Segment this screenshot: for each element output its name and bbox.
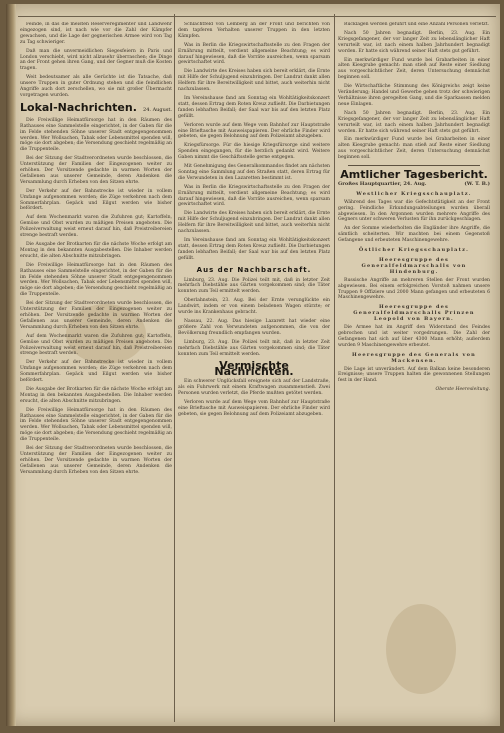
- article-paragraph: Bei der Sitzung der Stadtverordneten wurde beschlossen, die Unterstützung der Familien der Eingezogenen weiter zu erhöhen. Der Vorsitzende gedachte in warmen Worten der Gefallenen aus unserer Gemeinde, deren Andenken die Versammlung durch Erheben von den Sitzen ehrte.: [20, 301, 172, 330]
- report-signature: Oberste Heeresleitung.: [435, 387, 490, 393]
- article-paragraph: Verloren wurde auf dem Wege vom Bahnhof zur Hauptstraße eine Brieftasche mit Ausweispapieren. Der ehrliche Finder wird gebeten, sie gegen Belohnung auf dem Polizeiamt abzugeben.: [178, 122, 330, 140]
- report-source: (W. T. B.): [464, 180, 490, 187]
- article-paragraph: An der Somme wiederholten die Engländer ihre Angriffe, die sämtlich scheiterten. Wir machten bei einem Gegenstoß Gefangene und erbeuteten Maschinengewehre.: [338, 226, 490, 244]
- subheading-mackensen: Heeresgruppe des Generals von Mackensen.: [352, 351, 476, 364]
- section-heading-nachbarschaft: Aus der Nachbarschaft.: [196, 265, 312, 274]
- article-paragraph: Bei der Sitzung der Stadtverordneten wurde beschlossen, die Unterstützung der Familien der Eingezogenen weiter zu erhöhen. Der Vorsitzende gedachte in warmen Worten der Gefallenen aus unserer Gemeinde, deren Andenken die Versammlung durch Erheben von den Sitzen ehrte.: [20, 446, 172, 475]
- article-paragraph: Die Wirtschaftliche Stimmung des Königreichs zeigt keine Veränderung; Handel und Gewerbe gehen trotz der schwierigen Verhältnisse ihren geregelten Gang, und die Sparkassen melden neue Einlagen.: [338, 84, 490, 107]
- column-left: [20, 22, 172, 722]
- section-heading-vermischte: Vermischte Nachrichten.: [214, 359, 294, 379]
- article-paragraph: Die Freiwillige Heimatfürsorge hat in den Räumen des Rathauses eine Sammelstelle eingerichtet, in der Gaben für die im Felde stehenden Söhne unserer Stadt entgegengenommen werden. Wer Wollsachen, Tabak oder Lebensmittel spenden will, möge sie dort abgeben; die Versendung geschieht regelmäßig an die Truppenteile.: [20, 117, 172, 153]
- column-rule: [174, 14, 175, 722]
- article-paragraph: Die Ausgabe der Brotkarten für die nächste Woche erfolgt am Montag in den bekannten Ausgabestellen. Die Inhaber werden ersucht, die alten Abschnitte mitzubringen.: [20, 386, 172, 404]
- article-paragraph: Rücklagen werden geführt und eine Anzahl Personen verletzt.: [344, 22, 490, 27]
- article-paragraph: Weit bedeutsamer als alle Gerüchte ist die Tatsache, daß unsere Truppen in guter Ordnung stehen und die feindlichen Angriffe auch dort zerschellen, wo sie mit großer Übermacht vorgetragen wurden.: [20, 75, 172, 98]
- section-divider: [348, 165, 480, 166]
- lokal-title: Lokal-Nachrichten.: [20, 100, 137, 114]
- article-paragraph: Was in Berlin die Kriegswirtschaftsstelle zu den Fragen der Ernährung mitteilt, verdient allgemeine Beachtung; es wird darauf hingewiesen, daß die Vorräte ausreichen, wenn sparsam gewirtschaftet wird.: [178, 42, 330, 66]
- article-paragraph: Die Ausgabe der Brotkarten für die nächste Woche erfolgt am Montag in den bekannten Ausgabestellen. Die Inhaber werden ersucht, die alten Abschnitte mitzubringen.: [20, 242, 172, 259]
- article-paragraph: Schlachtfeld von Lemberg an der Front und berichten von dem tapferen Verhalten unserer Truppen in den letzten Kämpfen.: [178, 22, 330, 39]
- article-paragraph: Der Verkehr auf der Bahnstrecke ist wieder in vollem Umfange aufgenommen worden; die Züge verkehren nach dem Sommerfahrplan. Gepäck und Eilgut werden wie bisher befördert.: [20, 188, 172, 212]
- article-paragraph: Die Landwirte des Kreises haben sich bereit erklärt, die Ernte mit Hilfe der Schuljugend einzubringen. Der Landrat dankt allen Helfern für ihre Bereitwilligkeit und bittet, auch weiterhin nicht nachzulassen.: [178, 211, 330, 235]
- article-paragraph: Mit Genehmigung des Generalkommandos findet am nächsten Sonntag eine Sammlung auf den Straßen statt, deren Ertrag für die Verwundeten in den Lazaretten bestimmt ist.: [178, 164, 330, 181]
- article-paragraph: Daß man die unvermeidlichen Siegesfeiern in Paris und London verschiebt, wird nicht allzusehr überraschen; die Dinge an der Front gehen ihren Gang, und der Gegner muß die Kosten tragen.: [20, 48, 172, 72]
- article-paragraph: Auf dem Wochenmarkt waren die Zufuhren gut; Kartoffeln, Gemüse und Obst wurden zu mäßigen Preisen angeboten. Die Polizeiverwaltung weist erneut darauf hin, daß Preistreibereien strenge bestraft werden.: [20, 333, 172, 357]
- article-paragraph: Ein schwerer Unglücksfall ereignete sich auf der Landstraße, als ein Fuhrwerk mit einem Kraftwagen zusammenstieß. Zwei Personen wurden verletzt, die Pferde mußten getötet werden.: [178, 379, 330, 397]
- column-middle: [178, 22, 330, 722]
- article-paragraph: Der Verkehr auf der Bahnstrecke ist wieder in vollem Umfange aufgenommen worden; die Züge verkehren nach dem Sommerfahrplan. Gepäck und Eilgut werden wie bisher befördert.: [20, 360, 172, 384]
- article-paragraph: Bei der Sitzung der Stadtverordneten wurde beschlossen, die Unterstützung der Familien der Eingezogenen weiter zu erhöhen. Der Vorsitzende gedachte in warmen Worten der Gefallenen aus unserer Gemeinde, deren Andenken die Versammlung durch Erheben von den Sitzen ehrte.: [20, 156, 172, 185]
- subheading-hindenburg: Heeresgruppe des Generalfeldmarschalls von Hindenburg.: [361, 257, 467, 275]
- subsection-west: Westlicher Kriegsschauplatz.: [356, 190, 472, 197]
- article-paragraph: Nach 50 Jahren begnadigt. Berlin, 23. Aug. Ein Kriegsgefangener, der vor langer Zeit zu lebenslänglicher Haft verurteilt war, ist nach einem halben Jahrhundert begnadigt worden. Er hatte sich während seiner Haft stets gut geführt.: [338, 110, 490, 134]
- newspaper-page: [6, 4, 500, 726]
- article-paragraph: Kriegsfürsorge. Für die hiesige Kriegsfürsorge sind weitere Spenden eingegangen, für die herzlich gedankt wird. Weitere Gaben nimmt die Geschäftsstelle gerne entgegen.: [178, 143, 330, 161]
- article-paragraph: Ein merkwürdiger Fund wurde bei Grabarbeiten in einer alten Kiesgrube gemacht: man stieß auf Reste einer Siedlung aus vorgeschichtlicher Zeit, deren Untersuchung demnächst beginnen soll.: [338, 57, 490, 81]
- article-paragraph: Die Lage ist unverändert. Auf dem Balkan keine besonderen Ereignisse; unsere Truppen halten die gewonnenen Stellungen fest in der Hand.: [338, 366, 490, 384]
- article-paragraph: Auf dem Wochenmarkt waren die Zufuhren gut; Kartoffeln, Gemüse und Obst wurden zu mäßigen Preisen angeboten. Die Polizeiverwaltung weist erneut darauf hin, daß Preistreibereien strenge bestraft werden.: [20, 215, 172, 239]
- article-paragraph: Ein merkwürdiger Fund wurde bei Grabarbeiten in einer alten Kiesgrube gemacht: man stieß auf Reste einer Siedlung aus vorgeschichtlicher Zeit, deren Untersuchung demnächst beginnen soll.: [338, 137, 490, 161]
- section-heading-lokal: [20, 100, 172, 114]
- article-paragraph: Was in Berlin die Kriegswirtschaftsstelle zu den Fragen der Ernährung mitteilt, verdient allgemeine Beachtung; es wird darauf hingewiesen, daß die Vorräte ausreichen, wenn sparsam gewirtschaftet wird.: [178, 184, 330, 208]
- report-dateline: [338, 182, 490, 188]
- subheading-leopold: Heeresgruppe des Generalfeldmarschalls Prinzen Leopold von Bayern.: [353, 304, 475, 323]
- lokal-date: 24. August.: [143, 106, 172, 113]
- article-paragraph: Im Vereinshause fand am Sonntag ein Wohltätigkeitskonzert statt, dessen Ertrag dem Roten Kreuz zufließt. Die Darbietungen fanden lebhaften Beifall; der Saal war bis auf den letzten Platz gefüllt.: [178, 238, 330, 261]
- article-paragraph: Die Armee hat im Angriff den Widerstand des Feindes gebrochen und ist weiter vorgedrungen. Die Zahl der Gefangenen hat sich auf über 4300 Mann erhöht; außerdem wurden 9 Maschinengewehre erbeutet.: [338, 325, 490, 348]
- article-paragraph: Im Vereinshause fand am Sonntag ein Wohltätigkeitskonzert statt, dessen Ertrag dem Roten Kreuz zufließt. Die Darbietungen fanden lebhaften Beifall; der Saal war bis auf den letzten Platz gefüllt.: [178, 95, 330, 119]
- article-paragraph: Während des Tages war die Gefechtstätigkeit an der Front gering. Feindliche Erkundungsabteilungen wurden überall abgewiesen. In den Argonnen wurden mehrere Angriffe des Gegners unter schweren Verlusten für ihn zurückgeschlagen.: [338, 199, 490, 223]
- column-rule: [334, 14, 335, 722]
- article-paragraph: Verloren wurde auf dem Wege vom Bahnhof zur Hauptstraße eine Brieftasche mit Ausweispapieren. Der ehrliche Finder wird gebeten, sie gegen Belohnung auf dem Polizeiamt abzugeben.: [178, 399, 330, 417]
- article-paragraph: Limburg, 23. Aug. Die Polizei teilt mit, daß in letzter Zeit mehrfach Diebstähle aus Gärten vorgekommen sind; die Täter konnten zum Teil ermittelt werden.: [178, 277, 330, 295]
- article-paragraph: Die Freiwillige Heimatfürsorge hat in den Räumen des Rathauses eine Sammelstelle eingerichtet, in der Gaben für die im Felde stehenden Söhne unserer Stadt entgegengenommen werden. Wer Wollsachen, Tabak oder Lebensmittel spenden will, möge sie dort abgeben; die Versendung geschieht regelmäßig an die Truppenteile.: [20, 262, 172, 298]
- article-paragraph: Oberlahnstein, 23. Aug. Bei der Ernte verunglückte ein Landwirt, indem er von einem beladenen Wagen stürzte; er wurde ins Krankenhaus gebracht.: [178, 298, 330, 316]
- report-location-date: Großes Hauptquartier, 24. Aug.: [338, 180, 427, 187]
- article-paragraph: Nassau, 22. Aug. Das hiesige Lazarett hat wieder eine größere Zahl von Verwundeten aufgenommen, die von der Bevölkerung freundlich empfangen wurden.: [178, 318, 330, 336]
- article-paragraph: Die Landwirte des Kreises haben sich bereit erklärt, die Ernte mit Hilfe der Schuljugend einzubringen. Der Landrat dankt allen Helfern für ihre Bereitwilligkeit und bittet, auch weiterhin nicht nachzulassen.: [178, 69, 330, 93]
- top-rule: [18, 16, 496, 17]
- column-right: [338, 22, 490, 722]
- article-paragraph: Limburg, 23. Aug. Die Polizei teilt mit, daß in letzter Zeit mehrfach Diebstähle aus Gärten vorgekommen sind; die Täter konnten zum Teil ermittelt werden.: [178, 339, 330, 357]
- article-paragraph: Nach 50 Jahren begnadigt. Berlin, 23. Aug. Ein Kriegsgefangener, der vor langer Zeit zu lebenslänglicher Haft verurteilt war, ist nach einem halben Jahrhundert begnadigt worden. Er hatte sich während seiner Haft stets gut geführt.: [338, 30, 490, 54]
- article-paragraph: Russische Angriffe an mehreren Stellen der Front wurden abgewiesen. Bei einem erfolgreichen Vorstoß nahmen unsere Truppen 9 Offiziere und 2000 Mann gefangen und erbeuteten 6 Maschinengewehre.: [338, 277, 490, 301]
- subsection-east: Östlicher Kriegsschauplatz.: [358, 247, 470, 254]
- article-paragraph: Feinde, in das die meisten Reserveregimenter und Landwehr eingezogen sind, ist nach wie vor die Zahl der Kämpfer gewachsen, und die Lage der gegnerischen Armee wird von Tag zu Tag schwieriger.: [20, 22, 172, 45]
- article-paragraph: Die Freiwillige Heimatfürsorge hat in den Räumen des Rathauses eine Sammelstelle eingerichtet, in der Gaben für die im Felde stehenden Söhne unserer Stadt entgegengenommen werden. Wer Wollsachen, Tabak oder Lebensmittel spenden will, möge sie dort abgeben; die Versendung geschieht regelmäßig an die Truppenteile.: [20, 407, 172, 443]
- page-binding-edge: [6, 4, 16, 726]
- section-heading-amtlich: Amtlicher Tagesbericht.: [340, 168, 488, 182]
